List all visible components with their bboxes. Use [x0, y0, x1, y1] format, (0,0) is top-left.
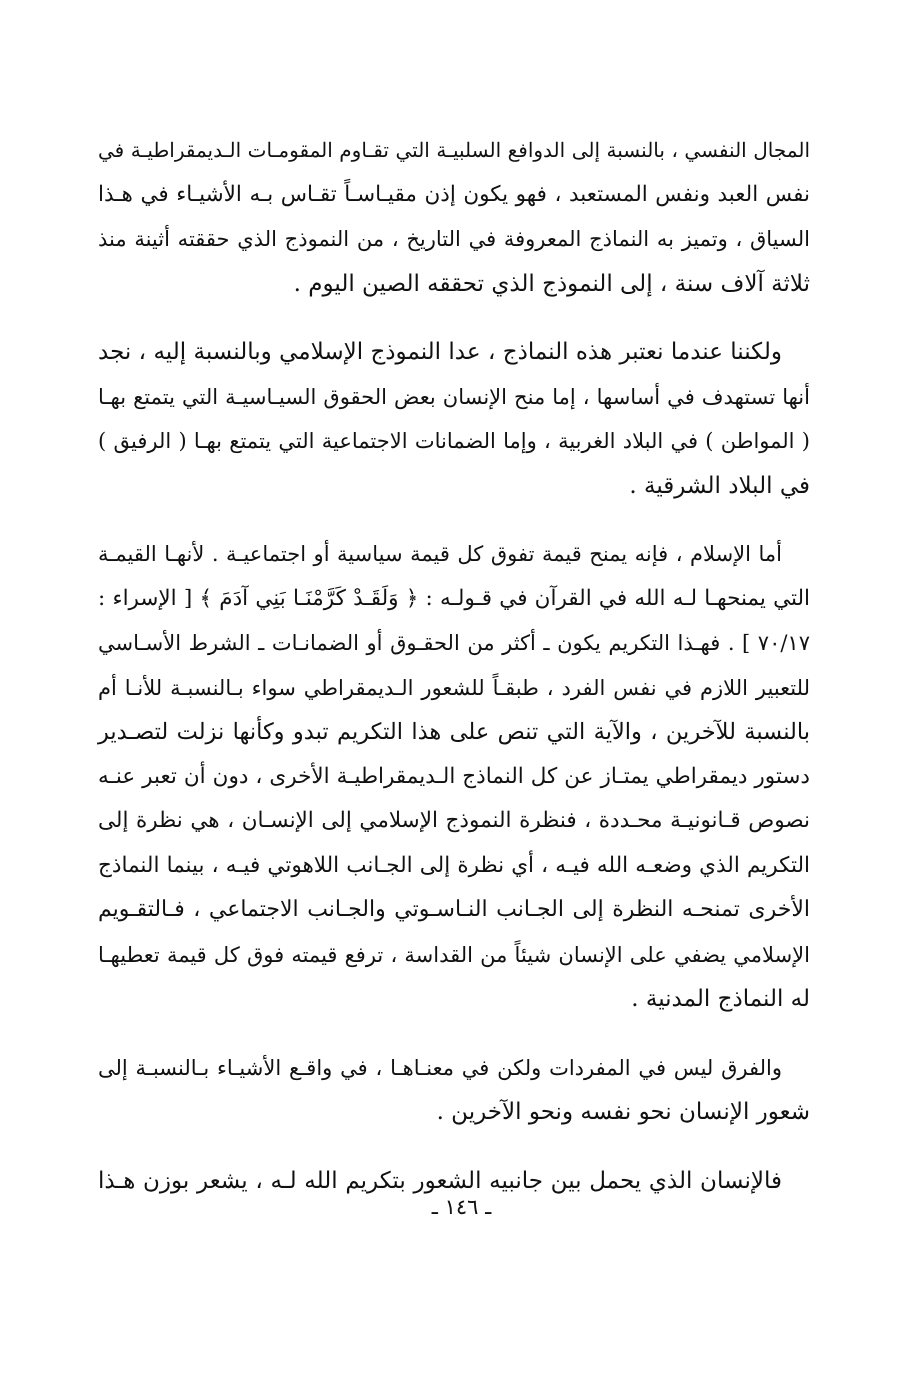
text-line: ثلاثة آلاف سنة ، إلى النموذج الذي تحققه الصين اليوم .: [293, 270, 810, 297]
text-line: له النماذج المدنية .: [631, 986, 810, 1012]
text-line: أما الإسلام ، فإنه يمنح قيمة تفوق كل قيمة سياسية أو اجتماعيـة . لأنهـا القيمـة: [98, 542, 782, 566]
text-line: أنها تستهدف في أساسها ، إما منح الإنسان بعض الحقوق السيـاسيـة التي يتمتع بهـا: [98, 384, 810, 409]
page-number: ـ ١٤٦ ـ: [431, 1195, 492, 1219]
text-line: نصوص قـانونيـة محـددة ، فنظرة النموذج الإسلامي إلى الإنسـان ، هي نظرة إلى: [98, 808, 810, 833]
text-line: السياق ، وتميز به النماذج المعروفة في التاريخ ، من النموذج الذي حققته أثينة منذ: [98, 227, 810, 251]
text-line: المجال النفسي ، بالنسبة إلى الدوافع السلبيـة التي تقـاوم المقومـات الـديمقراطيـة في: [98, 138, 810, 162]
paragraph-4: [98, 1046, 810, 1135]
paragraph-2: [98, 330, 810, 508]
text-line: والفرق ليس في المفردات ولكن في معنـاهـا ، في واقـع الأشيـاء بـالنسبـة إلى: [98, 1055, 782, 1080]
text-line: فالإنسان الذي يحمل بين جانبيه الشعور بتكريم الله لـه ، يشعر بوزن هـذا: [98, 1167, 782, 1194]
text-line: نفس العبد ونفس المستعبد ، فهو يكون إذن مقيـاسـاً تقـاس بـه الأشيـاء في هـذا: [98, 181, 810, 207]
text-line: ٧٠/١٧ ] . فهـذا التكريم يكون ـ أكثر من الحقـوق أو الضمانـات ـ الشرط الأسـاسي: [98, 631, 810, 655]
text-line: للتعبير اللازم في نفس الفرد ، طبقـاً للشعور الـديمقراطي سواء بـالنسبـة للأنـا أم: [98, 675, 810, 700]
text-line: دستور ديمقراطي يمتـاز عن كل النماذج الـديمقراطيـة الأخرى ، دون أن تعبر عنـه: [98, 763, 810, 789]
text-line: الأخرى تمنحـه النظرة إلى الجـانب النـاسـوتي والجـانب الاجتماعي ، فـالتقـويم: [98, 897, 810, 922]
page-body: [98, 128, 810, 1227]
text-line: في البلاد الشرقية .: [629, 472, 810, 499]
paragraph-1: [98, 128, 810, 306]
text-line: الإسلامي يضفي على الإنسان شيئاً من القداسة ، ترفع قيمته فوق كل قيمة تعطيهـا: [98, 942, 810, 967]
text-line: شعور الإنسان نحو نفسه ونحو الآخرين .: [436, 1099, 810, 1125]
quran-verse-line: التي يمنحهـا لـه الله في القرآن في قـولـه : ﴿ وَلَقَـدْ كَرَّمْنَـا بَنِي آدَمَ ﴾ [ الإسراء :: [98, 585, 810, 611]
text-line: ( المواطن ) في البلاد الغربية ، وإما الضمانات الاجتماعية التي يتمتع بهـا ( الرفيق ): [98, 429, 810, 453]
paragraph-3: [98, 532, 810, 1022]
text-line: بالنسبة للآخرين ، والآية التي تنص على هذا التكريم تبدو وكأنها نزلت لتصـدير: [98, 719, 810, 745]
text-line: التكريم الذي وضعـه الله فيـه ، أي نظرة إلى الجـانب اللاهوتي فيـه ، بينما النماذج: [98, 852, 810, 878]
text-line: ولكننا عندما نعتبر هذه النماذج ، عدا النموذج الإسلامي وبالنسبة إليه ، نجد: [98, 339, 782, 365]
